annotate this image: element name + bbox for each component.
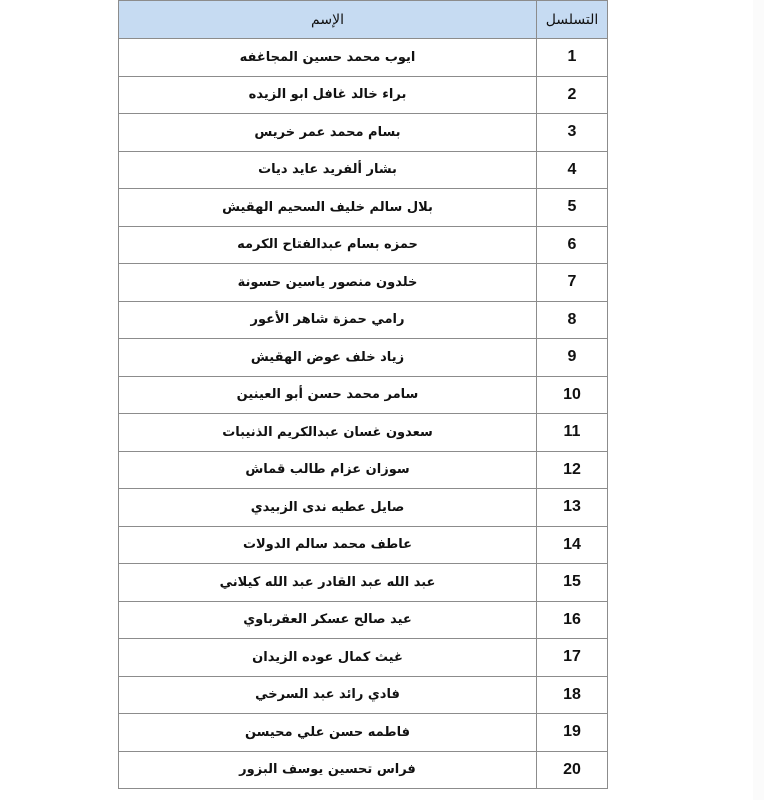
table-row xyxy=(119,526,608,564)
table-row xyxy=(119,676,608,714)
header-row xyxy=(119,1,608,39)
row-name: بسام محمد عمر خريس xyxy=(119,114,537,152)
row-seq: 15 xyxy=(537,564,608,602)
row-name: صايل عطيه ندى الزبيدي xyxy=(119,489,537,527)
row-seq: 2 xyxy=(537,76,608,114)
row-name: عاطف محمد سالم الدولات xyxy=(119,526,537,564)
table-row xyxy=(119,76,608,114)
table-row xyxy=(119,226,608,264)
row-name: بلال سالم خليف السحيم الهقيش xyxy=(119,189,537,227)
table-row xyxy=(119,564,608,602)
row-name: عيد صالح عسكر العقرباوي xyxy=(119,601,537,639)
table-row xyxy=(119,114,608,152)
row-name: خلدون منصور ياسين حسونة xyxy=(119,264,537,302)
row-seq: 19 xyxy=(537,714,608,752)
row-seq: 13 xyxy=(537,489,608,527)
row-seq: 17 xyxy=(537,639,608,677)
row-seq: 14 xyxy=(537,526,608,564)
row-name: زياد خلف عوض الهقيش xyxy=(119,339,537,377)
row-seq: 11 xyxy=(537,414,608,452)
row-name: غيث كمال عوده الزيدان xyxy=(119,639,537,677)
table-row xyxy=(119,414,608,452)
row-seq: 18 xyxy=(537,676,608,714)
row-name: رامي حمزة شاهر الأعور xyxy=(119,301,537,339)
table-row xyxy=(119,714,608,752)
header-seq: التسلسل xyxy=(537,1,608,39)
row-name: بشار ألفريد عايد ديات xyxy=(119,151,537,189)
row-name: حمزه بسام عبدالفتاح الكرمه xyxy=(119,226,537,264)
table-row xyxy=(119,601,608,639)
row-seq: 12 xyxy=(537,451,608,489)
row-seq: 8 xyxy=(537,301,608,339)
row-name: سعدون غسان عبدالكريم الذنيبات xyxy=(119,414,537,452)
table-row xyxy=(119,489,608,527)
names-table xyxy=(118,0,608,789)
row-seq: 20 xyxy=(537,751,608,789)
row-seq: 6 xyxy=(537,226,608,264)
row-name: براء خالد غافل ابو الزيده xyxy=(119,76,537,114)
row-name: سوزان عزام طالب قماش xyxy=(119,451,537,489)
header-name: الإسم xyxy=(119,1,537,39)
row-seq: 5 xyxy=(537,189,608,227)
table-row xyxy=(119,301,608,339)
table-row xyxy=(119,39,608,77)
table-row xyxy=(119,751,608,789)
row-name: فاطمه حسن علي محيسن xyxy=(119,714,537,752)
table-row xyxy=(119,264,608,302)
row-seq: 10 xyxy=(537,376,608,414)
row-seq: 9 xyxy=(537,339,608,377)
row-name: فادي رائد عبد السرخي xyxy=(119,676,537,714)
row-name: سامر محمد حسن أبو العينين xyxy=(119,376,537,414)
table-row xyxy=(119,189,608,227)
table-row xyxy=(119,451,608,489)
row-seq: 4 xyxy=(537,151,608,189)
row-name: فراس تحسين يوسف البزور xyxy=(119,751,537,789)
table-row xyxy=(119,339,608,377)
row-name: ايوب محمد حسين المجاغفه xyxy=(119,39,537,77)
row-seq: 7 xyxy=(537,264,608,302)
row-seq: 3 xyxy=(537,114,608,152)
page-edge xyxy=(753,0,764,800)
row-seq: 16 xyxy=(537,601,608,639)
table-row xyxy=(119,639,608,677)
table-row xyxy=(119,376,608,414)
row-seq: 1 xyxy=(537,39,608,77)
table-row xyxy=(119,151,608,189)
row-name: عبد الله عبد القادر عبد الله كيلاني xyxy=(119,564,537,602)
